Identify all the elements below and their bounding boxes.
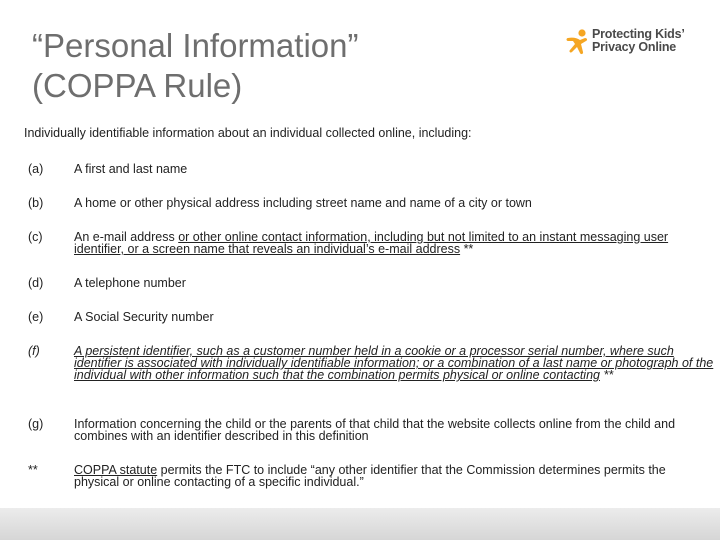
list-item-a [28,163,718,176]
list-item-note [28,464,718,488]
list-item-f [28,345,718,381]
list-item-b [28,197,718,210]
page-title [32,26,512,106]
item-label: (d) [28,276,44,290]
item-text: A telephone number [74,276,186,290]
item-text: A home or other physical address including street name and name of a city or town [74,196,532,210]
item-label: (e) [28,310,44,324]
item-label: (f) [28,344,40,358]
item-label: (b) [28,196,44,210]
item-text: Information concerning the child or the parents of that child that the website collects online from the child and combines with an identifier described in this definition [74,417,676,443]
item-text-rest: permits the FTC to include “any other identifier that the Commission determines permits the physical or online contacting of a specific individual.” [74,463,666,489]
item-text-underlined: A persistent identifier, such as a customer number held in a cookie or a processor serial number, where such identifier is associated with individually identifiable information; or a combination of a last name or photograph of the individual with other information such that the combination permits physical or online contacting [74,344,714,382]
coppa-statute-link[interactable]: COPPA statute [74,463,158,477]
list-item-c [28,231,718,255]
item-label: ** [28,463,38,477]
intro-text: Individually identifiable information about an individual collected online, including: [24,126,472,140]
logo-text [592,28,685,54]
item-text [74,345,714,381]
item-text-tail: ** [599,368,614,382]
item-text [74,464,714,488]
list-item-g [28,418,718,442]
footer-bar [0,508,720,540]
item-label: (g) [28,417,44,431]
item-label: (c) [28,230,43,244]
item-text: A Social Security number [74,310,214,324]
item-text-plain: An e-mail address [74,230,179,244]
logo [564,28,720,60]
list-item-d [28,277,718,290]
title-line-2: (COPPA Rule) [32,67,243,104]
item-text-underlined: or other online contact information, including but not limited to an instant messaging user identifier, or a screen name that reveals an individual’s e-mail address [74,230,669,256]
item-label: (a) [28,162,44,176]
person-figure-icon [564,28,590,56]
logo-line-2: Privacy Online [592,40,677,54]
item-text: A first and last name [74,162,188,176]
item-text-tail: ** [460,242,474,256]
title-line-1: “Personal Information” [32,27,359,64]
list-item-e [28,311,718,324]
logo-line-1: Protecting Kids’ [592,27,685,41]
item-text [74,231,714,255]
